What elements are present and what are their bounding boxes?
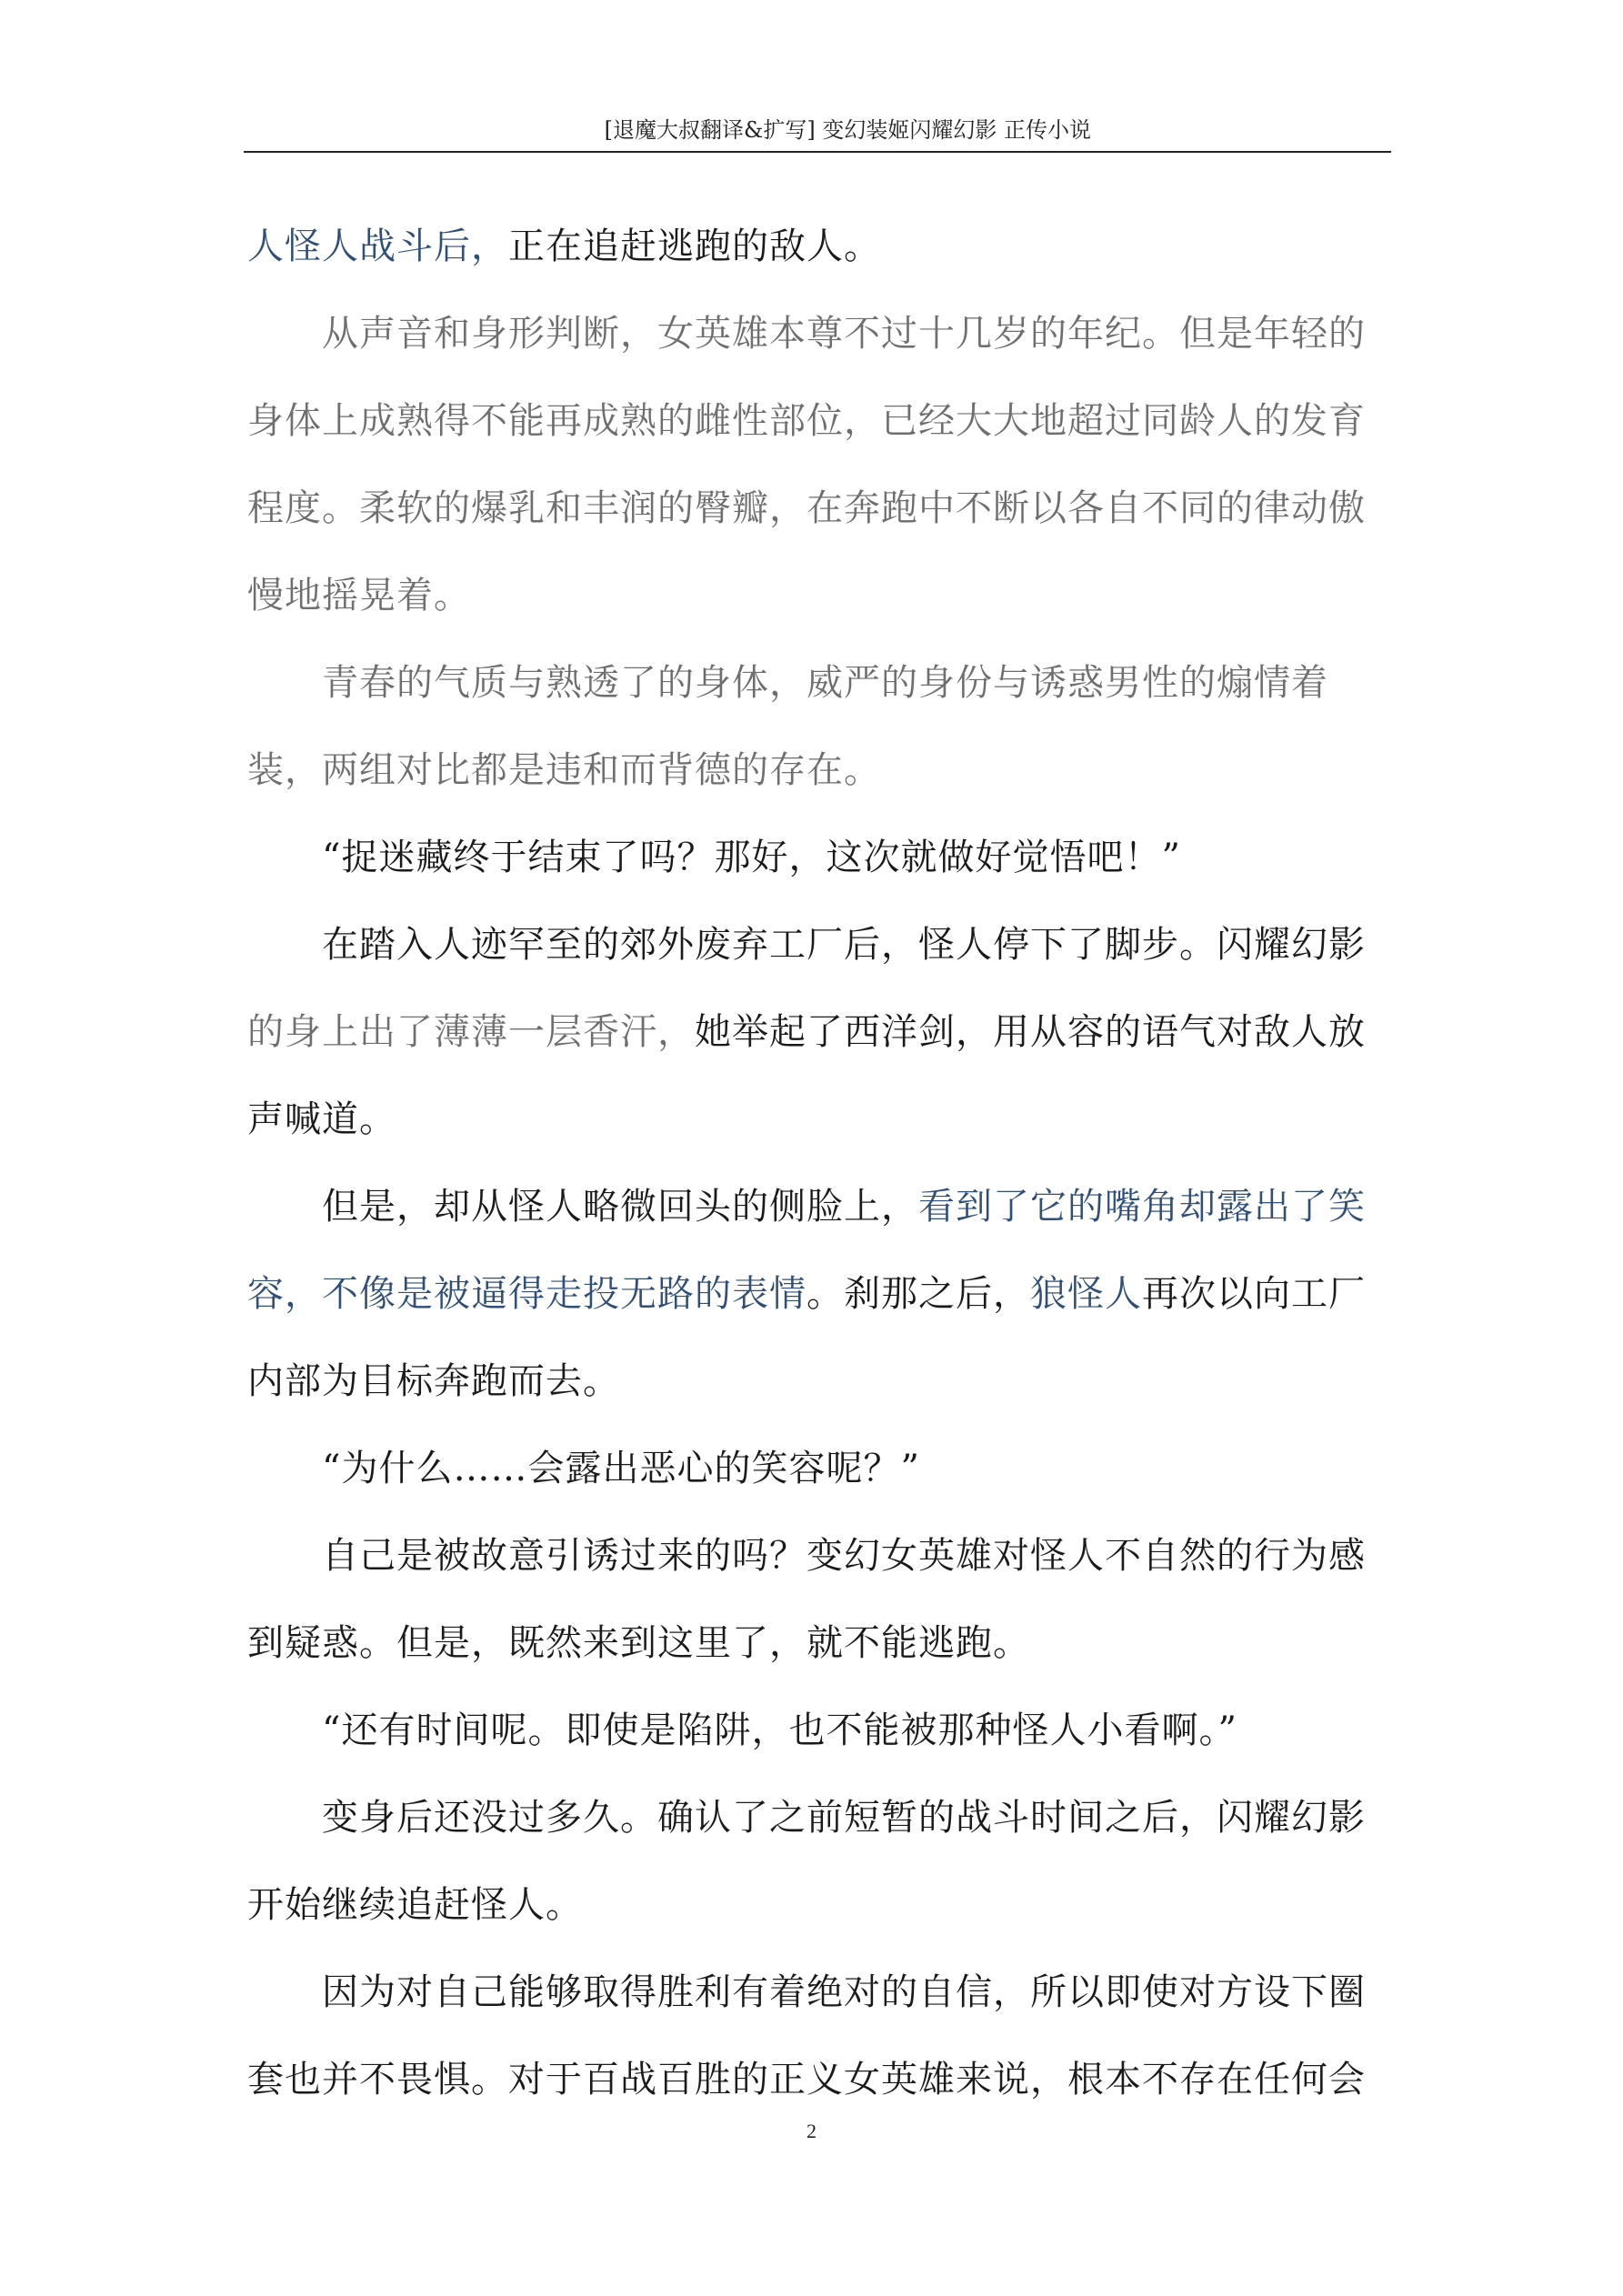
text-segment: “还有时间呢。即使是陷阱，也不能被那种怪人小看啊。” [322, 1709, 1237, 1751]
text-segment: 人怪人战斗后， [247, 226, 508, 267]
text-segment: 青春的气质与熟透了的身体，威严的身份与诱惑男性的煽情着装，两组对比都是违和而背德的存在。 [247, 662, 1328, 791]
text-segment: “捉迷藏终于结束了吗？那好，这次就做好觉悟吧！” [322, 837, 1181, 878]
text-segment: 在踏入人迹罕至的郊外废弃工厂后，怪人停下了脚步。闪耀幻影 [322, 924, 1366, 966]
text-segment: 自己是被故意引诱过来的吗？变幻女英雄对怪人不自然的行为感到疑惑。但是，既然来到这里了，就不能逃跑。 [247, 1535, 1366, 1664]
page-header [244, 115, 1391, 153]
paragraph [247, 290, 1395, 639]
text-segment: “为什么……会露出恶心的笑容呢？” [322, 1448, 920, 1489]
text-segment: 再次以向工厂内部为目标奔跑而去。 [247, 1273, 1366, 1402]
text-segment: 她举起了西洋剑，用从容的语气对敌人放声喊道。 [247, 1011, 1366, 1140]
paragraph [247, 1512, 1395, 1687]
text-segment: 的身上出了薄薄一层香汗， [247, 1011, 695, 1053]
paragraph [247, 639, 1395, 814]
paragraph [247, 1425, 1395, 1512]
paragraph [247, 814, 1395, 901]
paragraph [247, 1687, 1395, 1774]
paragraph [247, 901, 1395, 1163]
text-segment: 但是，却从怪人略微回头的侧脸上， [322, 1186, 918, 1228]
paragraph [247, 1949, 1395, 2123]
document-body [247, 203, 1395, 2123]
page-number: 2 [806, 2120, 817, 2142]
text-segment: 看到了它的嘴角却露出了笑容，不像是被逼得走投无路的表情 [247, 1186, 1366, 1315]
text-segment: 从声音和身形判断，女英雄本尊不过十几岁的年纪。但是年轻的身体上成熟得不能再成熟的雌性部位，已经大大地超过同龄人的发育程度。柔软的爆乳和丰润的臀瓣，在奔跑中不断以各自不同的律动傲慢地摇晃着。 [247, 313, 1366, 617]
text-segment: 变身后还没过多久。确认了之前短暂的战斗时间之后，闪耀幻影开始继续追赶怪人。 [247, 1797, 1366, 1926]
paragraph [247, 203, 1395, 290]
text-segment: 。刹那之后， [806, 1273, 1030, 1315]
text-segment: 正在追赶逃跑的敌人。 [508, 226, 881, 267]
paragraph [247, 1163, 1395, 1425]
header-title: [退魔大叔翻译&扩写] 变幻装姬闪耀幻影 正传小说 [604, 117, 1091, 143]
paragraph [247, 1774, 1395, 1949]
text-segment: 狼怪人 [1030, 1273, 1142, 1315]
text-segment: 因为对自己能够取得胜利有着绝对的自信，所以即使对方设下圈套也并不畏惧。对于百战百胜的正义女英雄来说，根本不存在任何会 [247, 1971, 1366, 2100]
